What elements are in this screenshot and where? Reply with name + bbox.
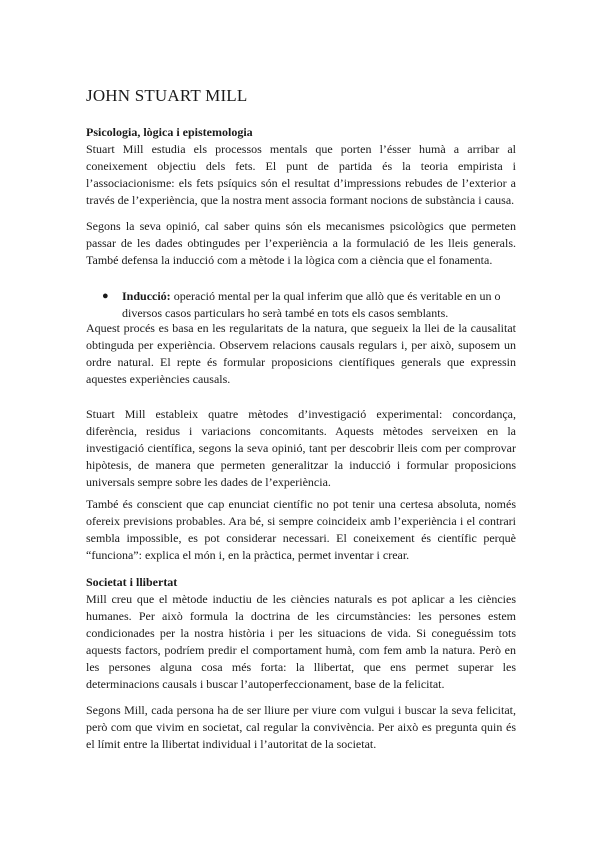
bullet-definition: operació mental per la qual inferim que allò que és veritable en un o diversos casos particulars ho serà també en tots els casos semblants.: [122, 289, 501, 320]
section-societat-p2: [86, 702, 516, 753]
paragraph: Stuart Mill estableix quatre mètodes d’investigació experimental: concordança, diferència, residus i variacions concomitants. Aquests mètodes serveixen en la investigació científica, segons la seva opinió, tant per descobrir lleis com per comprovar hipòtesis, de manera que permeten generalitzar la inducció i formular proposicions universals sempre sobre les dades de l’experiència.: [86, 407, 516, 489]
section-induccio-p3: [86, 320, 516, 388]
page-title: JOHN STUART MILL: [86, 86, 248, 105]
paragraph: Stuart Mill estudia els processos mentals que porten l’ésser humà a arribar al coneixement objectiu dels fets. El punt de partida és la teoria empirista i l’associacionisme: els fets psíquics són el resultat d’impressions rebudes de l’exterior a través de l’experiència, que la nostra ment associa formant nocions de substància i causa.: [86, 142, 516, 207]
section-psicologia: [86, 124, 516, 209]
paragraph: Mill creu que el mètode inductiu de les ciències naturals es pot aplicar a les ciències humanes. Per això formula la doctrina de les circumstàncies: les persones estem condicionades per la nostra història i per les situacions de vida. Si coneguéssim tots aquests factors, podríem predir el comportament humà, com fem amb la natura. Però en les persones alguna cosa més forta: la llibertat, que ens permet superar les determinacions causals i buscar l’autoperfeccionament, base de la felicitat.: [86, 592, 516, 691]
paragraph: Segons la seva opinió, cal saber quins són els mecanismes psicològics que permeten passar de les dades obtingudes per l’experiència a la formulació de les lleis generals. També defensa la inducció com a mètode i la lògica com a ciència que el fonamenta.: [86, 219, 516, 267]
section-certesa-p5: [86, 496, 516, 564]
section-heading: Societat i llibertat: [86, 575, 178, 589]
paragraph: Aquest procés es basa en les regularitats de la natura, que segueix la llei de la causalitat obtinguda per experiència. Observem relacions causals regulars i, per això, suposem un ordre natural. El repte és formular proposicions científiques generals que expressin aquestes experiències causals.: [86, 321, 516, 386]
bullet-term: Inducció:: [122, 289, 171, 303]
bullet-text: [122, 288, 512, 322]
paragraph: Segons Mill, cada persona ha de ser lliure per viure com vulgui i buscar la seva felicitat, però com que vivim en societat, cal regular la convivència. Per això es pregunta quin és el límit entre la llibertat individual i l’autoritat de la societat.: [86, 703, 516, 751]
bullet-icon: ●: [102, 290, 109, 302]
section-psicologia-p2: [86, 218, 516, 269]
section-societat: [86, 574, 516, 693]
section-metodes-p4: [86, 406, 516, 491]
paragraph: També és conscient que cap enunciat científic no pot tenir una certesa absoluta, només ofereix previsions probables. Ara bé, si sempre coincideix amb l’experiència i el contrari sembla impossible, es pot considerar necessari. El coneixement és científic perquè “funciona”: explica el món i, en la pràctica, permet inventar i crear.: [86, 497, 516, 562]
bullet-item-induccio: [104, 288, 516, 322]
section-heading: Psicologia, lògica i epistemologia: [86, 125, 253, 139]
